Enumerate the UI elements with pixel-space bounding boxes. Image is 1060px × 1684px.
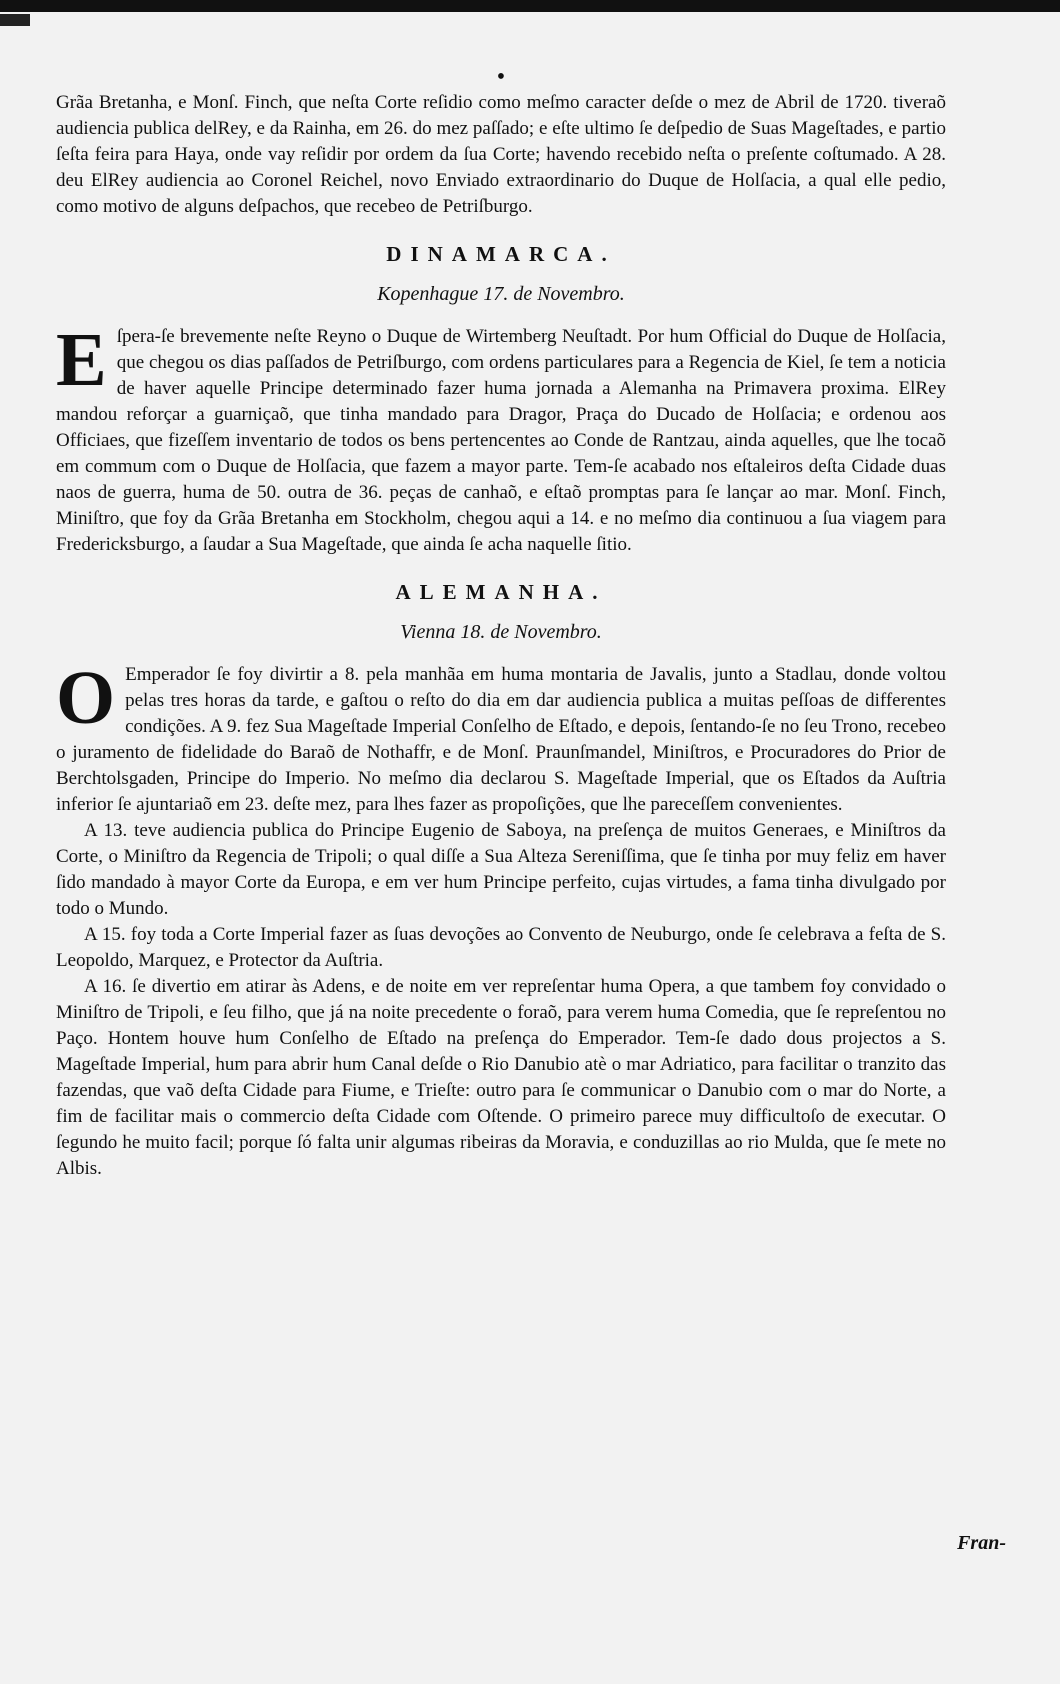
article-vienna xyxy=(56,656,946,818)
catchword: Fran- xyxy=(957,1532,1006,1554)
article-paragraph: A 16. ſe divertio em atirar às Adens, e de noite em ver repreſentar huma Opera, a que tambem foy convidado o Miniſtro de Tripoli, e ſeu filho, que já na noite precedente o foraõ, para verem huma Comedia, que ſe repreſentou no Paço. Hontem houve hum Conſelho de Eſtado na preſença do Emperador. Tem-ſe dado dous projectos a S. Mageſtade Imperial, hum para abrir hum Canal deſde o Rio Danubio atè o mar Adriatico, para facilitar o tranzito das fazendas, que vaõ deſta Cidade para Fiume, e Trieſte: outro para ſe communicar o Danubio com o mar do Norte, a fim de facilitar mais o commercio deſta Cidade com Oſtende. O primeiro parece muy difficultoſo de executar. O ſegundo he muito facil; porque ſó falta unir algumas ribeiras da Moravia, e conduzillas ao rio Mulda, que ſe mete no Albis. xyxy=(56,976,946,1179)
article-paragraph: A 13. teve audiencia publica do Principe Eugenio de Saboya, na preſença de muitos Generaes, e Miniſtros da Corte, o Miniſtro da Regencia de Tripoli; o qual diſſe a Sua Alteza Sereniſſima, que ſe tinha por muy feliz em haver ſido mandado à mayor Corte da Europa, e em ver hum Principe perfeito, cujas virtudes, a fama tinha divulgado por todo o Mundo. xyxy=(56,820,946,919)
article-paragraph: ſpera-ſe brevemente neſte Reyno o Duque de Wirtemberg Neuſtadt. Por hum Official do Duque de Holſacia, que chegou os dias paſſados de Petriſburgo, com ordens particulares para a Regencia de Kiel, ſe tem a noticia de haver aquelle Principe determinado fazer huma jornada a Alemanha na Primavera proxima. ElRey mandou reforçar a guarniçaõ, que tinha mandado para Dragor, Praça do Ducado de Holſacia; e ordenou aos Officiaes, que fizeſſem inventario de todos os bens pertencentes ao Conde de Rantzau, ainda aquelles, que lhe tocaõ em commum com o Duque de Holſacia, que fazem a mayor parte. Tem-ſe acabado nos eſtaleiros deſta Cidade duas naos de guerra, huma de 50. outra de 36. peças de canhaõ, e eſtaõ promptas para ſe lançar ao mar. Monſ. Finch, Miniſtro, que foy da Grãa Bretanha em Stockholm, chegou aqui a 14. e no meſmo dia continuou a ſua viagem para Fredericksburgo, a ſaudar a Sua Mageſtade, que ainda ſe acha naquelle ſitio. xyxy=(56,326,946,555)
dateline-kopenhague: Kopenhague 17. de Novembro. xyxy=(377,283,625,305)
intro-paragraph: Grãa Bretanha, e Monſ. Finch, que neſta Corte reſidio como meſmo caracter deſde o mez de Abril de 1720. tiveraõ audiencia publica delRey, e da Rainha, em 26. do mez paſſado; e eſte ultimo ſe deſpedio de Suas Mageſtades, e partio ſeſta feira para Haya, onde vay reſidir por ordem da ſua Corte; havendo recebido neſta o preſente coſtumado. A 28. deu ElRey audiencia ao Coronel Reichel, novo Enviado extraordinario do Duque de Holſacia, a qual elle pedio, como motivo de alguns deſpachos, que recebeo de Petriſburgo. xyxy=(56,92,946,217)
dropcap: E xyxy=(56,318,107,402)
document-page xyxy=(56,66,946,1182)
section-heading-dinamarca: DINAMARCA. xyxy=(386,242,616,266)
section-alemanha xyxy=(56,580,946,1182)
section-heading-alemanha: ALEMANHA. xyxy=(395,580,607,604)
top-ink-smudge xyxy=(0,14,30,26)
article-paragraph: A 15. foy toda a Corte Imperial fazer as ſuas devoções ao Convento de Neuburgo, onde ſe celebrava a feſta de S. Leopoldo, Marquez, e Protector da Auſtria. xyxy=(56,924,946,971)
article-kopenhague xyxy=(56,318,946,558)
section-dinamarca xyxy=(56,242,946,558)
top-border-rule xyxy=(0,0,1060,12)
dateline-vienna: Vienna 18. de Novembro. xyxy=(400,621,602,643)
article-paragraph: Emperador ſe foy divirtir a 8. pela manhãa em huma montaria de Javalis, junto a Stadlau, donde voltou pelas tres horas da tarde, e gaſtou o reſto do dia em dar audiencia publica a muitas peſſoas de differentes condições. A 9. fez Sua Mageſtade Imperial Conſelho de Eſtado, e depois, ſentando-ſe no ſeu Trono, recebeo o juramento de fidelidade do Baraõ de Nothaffr, e de Monſ. Praunſmandel, Miniſtros, e Procuradores do Prior de Berchtolsgaden, Principe do Imperio. No meſmo dia declarou S. Mageſtade Imperial, que os Eſtados da Auſtria inferior ſe ajuntariaõ em 23. deſte mez, para lhes fazer as propoſições, que lhe pareceſſem convenientes. xyxy=(56,664,946,815)
ornament: • xyxy=(496,64,506,90)
dropcap: O xyxy=(56,656,116,740)
